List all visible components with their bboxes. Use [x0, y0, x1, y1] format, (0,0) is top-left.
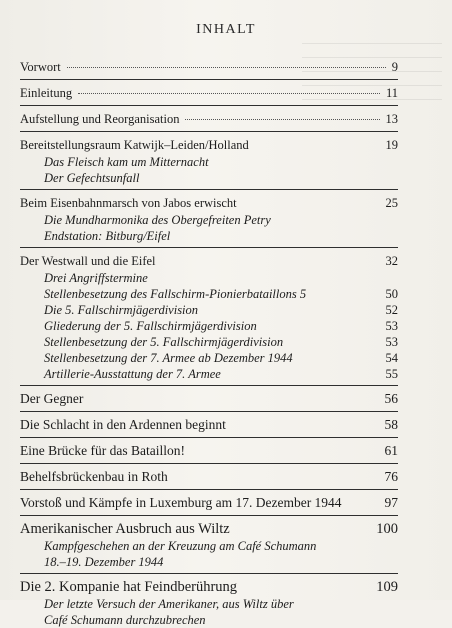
divider [20, 411, 398, 412]
toc-entry-title: Bereitstellungsraum Katwijk–Leiden/Holland [20, 138, 249, 152]
toc-page-number: 58 [384, 417, 398, 432]
toc-page-number: 25 [385, 196, 398, 210]
toc-page-number: 9 [391, 60, 398, 74]
toc-entry [20, 390, 398, 408]
toc-subentry-title: Gliederung der 5. Fallschirmjägerdivision [44, 319, 257, 333]
toc-entry-row [20, 110, 398, 128]
toc-entry-title: Der Westwall und die Eifel [20, 254, 156, 268]
divider [20, 385, 398, 386]
divider [20, 247, 398, 248]
toc-subentry [20, 538, 398, 554]
dot-leader [185, 118, 379, 120]
toc-subentry-title: Der Gefechtsunfall [44, 171, 140, 185]
toc-subentry [20, 612, 398, 628]
toc-page-number: 109 [376, 579, 398, 595]
toc-entry [20, 442, 398, 460]
toc-entry-row [20, 468, 398, 486]
toc-entry-row [20, 58, 398, 76]
toc-subentry [20, 366, 398, 382]
toc-subentry-page-number: 52 [385, 303, 398, 317]
toc-entry [20, 416, 398, 434]
toc-subentry [20, 170, 398, 186]
toc-entry [20, 578, 398, 628]
divider [20, 105, 398, 106]
divider [20, 515, 398, 516]
toc-subentry-page-number: 53 [385, 335, 398, 349]
toc-entry [20, 136, 398, 186]
toc-subentry [20, 318, 398, 334]
toc-entry-title: Aufstellung und Reorganisation [20, 112, 180, 126]
toc-entry [20, 520, 398, 570]
toc-entry-title: Eine Brücke für das Bataillon! [20, 443, 185, 458]
toc-entry-title: Behelfsbrückenbau in Roth [20, 469, 168, 484]
divider [20, 437, 398, 438]
toc-subentry-page-number: 54 [385, 351, 398, 365]
toc-page-number: 76 [384, 469, 398, 484]
toc-subentry-page-number: 50 [385, 287, 398, 301]
toc-subentry [20, 596, 398, 612]
toc-page-number: 61 [384, 443, 398, 458]
dot-leader [67, 66, 386, 68]
toc-page-number: 19 [385, 138, 398, 152]
toc-subentry [20, 350, 398, 366]
toc-entry-row [20, 520, 398, 538]
toc-subentry [20, 154, 398, 170]
toc-page-number: 13 [385, 112, 398, 126]
toc-subentry-title: Endstation: Bitburg/Eifel [44, 229, 171, 243]
divider [20, 131, 398, 132]
toc-page-number: 32 [385, 254, 398, 268]
toc-entry-row [20, 194, 398, 212]
toc-subentry-title: Stellenbesetzung der 7. Armee ab Dezember 1944 [44, 351, 293, 365]
divider [20, 189, 398, 190]
toc-entry [20, 58, 398, 76]
toc-entry-title: Amerikanischer Ausbruch aus Wiltz [20, 521, 230, 537]
toc-subentry-title: Der letzte Versuch der Amerikaner, aus Wiltz über [44, 597, 294, 611]
toc-subentry-title: Café Schumann durchzubrechen [44, 613, 206, 627]
divider [20, 573, 398, 574]
toc-entry-title: Der Gegner [20, 391, 84, 406]
toc-subentry-title: Stellenbesetzung des Fallschirm-Pionierbataillons 5 [44, 287, 307, 301]
toc-page-number: 97 [384, 495, 398, 510]
toc-entry-row [20, 416, 398, 434]
toc-subentry [20, 286, 398, 302]
toc-entry-row [20, 252, 398, 270]
toc-subentry-title: Die 5. Fallschirmjägerdivision [44, 303, 199, 317]
toc-entry-row [20, 390, 398, 408]
toc-entry-title: Beim Eisenbahnmarsch von Jabos erwischt [20, 196, 237, 210]
toc-subentry [20, 270, 398, 286]
toc-entry [20, 110, 398, 128]
toc-entry [20, 252, 398, 382]
toc-subentry-title: Artillerie-Ausstattung der 7. Armee [44, 367, 221, 381]
toc-subentry [20, 212, 398, 228]
toc-entry [20, 194, 398, 244]
toc-subentry-title: Die Mundharmonika des Obergefreiten Petry [44, 213, 271, 227]
toc-subentry [20, 554, 398, 570]
toc-subentry-title: Stellenbesetzung der 5. Fallschirmjägerdivision [44, 335, 284, 349]
toc-subentry-title: Das Fleisch kam um Mitternacht [44, 155, 209, 169]
toc-entry-title: Die Schlacht in den Ardennen beginnt [20, 417, 226, 432]
toc-entry-row [20, 442, 398, 460]
dot-leader [78, 92, 380, 94]
toc-entry-title: Einleitung [20, 86, 73, 100]
toc-entry-title: Vorstoß und Kämpfe in Luxemburg am 17. Dezember 1944 [20, 495, 342, 510]
toc-subentry [20, 334, 398, 350]
toc-entry-title: Vorwort [20, 60, 61, 74]
divider [20, 463, 398, 464]
toc-entry-row [20, 84, 398, 102]
page-title: INHALT [196, 22, 256, 37]
toc-page-number: 100 [376, 521, 398, 537]
toc-subentry [20, 228, 398, 244]
toc-entry [20, 494, 398, 512]
toc-page-number: 56 [384, 391, 398, 406]
toc-page-number: 11 [385, 86, 398, 100]
toc-subentry [20, 302, 398, 318]
toc-entry-row [20, 578, 398, 596]
divider [20, 79, 398, 80]
toc-entry [20, 468, 398, 486]
toc-subentry-page-number: 53 [385, 319, 398, 333]
toc-entry-row [20, 494, 398, 512]
table-of-contents [20, 58, 398, 628]
toc-subentry-page-number: 55 [385, 367, 398, 381]
toc-entry [20, 84, 398, 102]
toc-entry-row [20, 136, 398, 154]
divider [20, 489, 398, 490]
toc-subentry-title: Drei Angriffstermine [44, 271, 148, 285]
toc-entry-title: Die 2. Kompanie hat Feindberührung [20, 579, 238, 595]
toc-subentry-title: 18.–19. Dezember 1944 [44, 555, 164, 569]
toc-subentry-title: Kampfgeschehen an der Kreuzung am Café Schumann [44, 539, 317, 553]
